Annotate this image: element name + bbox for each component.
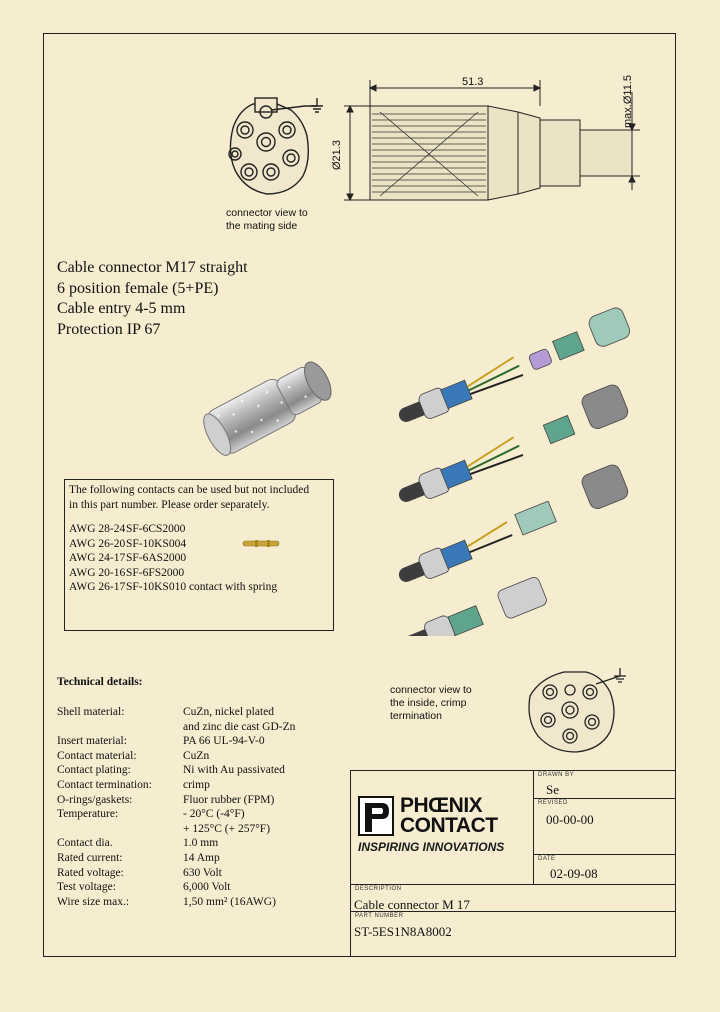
tech-row <box>57 822 271 838</box>
tech-key: Test voltage: <box>57 881 116 894</box>
date-value: 02-09-08 <box>550 866 598 881</box>
connector-photo <box>188 336 360 466</box>
mating-face-view <box>205 90 335 202</box>
contact-part-number: SF-10KS004 <box>126 537 187 550</box>
awg-size: AWG 26-20 <box>69 537 126 550</box>
tagline: INSPIRING INNOVATIONS <box>358 840 505 854</box>
tech-value: PA 66 UL-94-V-0 <box>183 735 265 748</box>
contact-row <box>69 566 329 581</box>
awg-size: AWG 28-24 <box>69 523 126 535</box>
assembly-illustration <box>368 236 668 636</box>
tech-row <box>57 851 220 867</box>
title-line: 6 position female (5+PE) <box>57 279 219 297</box>
tech-key: Contact termination: <box>57 778 152 791</box>
tech-value: 1.0 mm <box>183 837 219 850</box>
tech-value: and zinc die cast GD-Zn <box>183 720 296 733</box>
contact-row <box>69 522 329 537</box>
tech-key: O-rings/gaskets: <box>57 793 133 806</box>
tech-row <box>57 881 231 896</box>
tech-value: crimp <box>183 778 210 791</box>
tech-row <box>57 749 210 765</box>
tech-key: Rated current: <box>57 851 123 864</box>
awg-size: AWG 20-16 <box>69 566 126 579</box>
tech-value: CuZn <box>183 749 210 762</box>
caption-line: connector view to <box>226 207 308 219</box>
tech-value: - 20°C (-4°F) <box>183 808 245 821</box>
tech-value: CuZn, nickel plated <box>183 706 275 718</box>
tech-row <box>57 778 210 794</box>
part-number-label: PART NUMBER <box>355 913 404 919</box>
awg-size: AWG 24-17 <box>69 552 126 564</box>
tech-key: Contact material: <box>57 749 137 762</box>
contact-part-number: SF-6AS2000 <box>126 552 187 564</box>
tech-row <box>57 720 296 736</box>
contact-part-number: SF-6CS2000 <box>126 523 186 535</box>
tech-key: Contact plating: <box>57 764 131 777</box>
title-line: Protection IP 67 <box>57 320 161 338</box>
date-label: DATE <box>538 856 556 862</box>
tech-row <box>57 735 265 750</box>
technical-heading: Technical details: <box>57 676 143 688</box>
description-label: DESCRIPTION <box>355 886 402 892</box>
tech-value: 630 Volt <box>183 866 222 879</box>
caption-line: connector view to <box>390 684 472 696</box>
technical-details <box>57 676 296 910</box>
title-block <box>350 770 676 957</box>
tech-row <box>57 793 275 809</box>
contacts-box <box>64 479 334 631</box>
tech-key: Contact dia. <box>57 837 113 850</box>
tech-value: 1,50 mm² (16AWG) <box>183 895 276 908</box>
crimp-view-caption <box>390 684 472 723</box>
tech-value: Ni with Au passivated <box>183 764 285 777</box>
logo-text-line1: PHŒNIX <box>400 794 483 817</box>
product-title <box>57 258 248 340</box>
crimp-face-view <box>520 660 632 756</box>
tech-key: Shell material: <box>57 706 125 718</box>
contact-row <box>69 551 329 566</box>
caption-line: the mating side <box>226 220 298 232</box>
contacts-intro-line: The following contacts can be used but not included <box>69 484 310 496</box>
contact-row <box>69 537 329 552</box>
awg-size: AWG 26-17 <box>69 581 126 593</box>
tech-row <box>57 837 219 852</box>
caption-line: termination <box>390 710 442 722</box>
tech-row <box>57 808 245 823</box>
tech-row <box>57 764 285 779</box>
revised-label: REVISED <box>538 800 568 806</box>
contact-row <box>69 580 329 595</box>
crimp-contact-icon <box>241 536 285 550</box>
mating-view-caption <box>226 207 308 233</box>
tech-value: + 125°C (+ 257°F) <box>183 822 271 835</box>
tech-row <box>57 895 276 911</box>
caption-line: the inside, crimp <box>390 697 467 709</box>
tech-value: Fluor rubber (FPM) <box>183 793 275 806</box>
description-value: Cable connector M 17 <box>354 897 470 912</box>
tech-row <box>57 706 275 721</box>
contact-part-number: SF-6FS2000 <box>126 566 185 579</box>
tech-key: Wire size max.: <box>57 895 130 908</box>
diameter-dimension: Ø21.3 <box>331 140 343 170</box>
tech-row <box>57 866 222 882</box>
revised-value: 00-00-00 <box>546 812 594 827</box>
logo-text-line2: CONTACT <box>400 814 498 837</box>
phoenix-logo-mark-icon <box>358 796 394 836</box>
tech-key: Temperature: <box>57 808 119 821</box>
contact-part-number: SF-10KS010 contact with spring <box>126 581 278 593</box>
title-line: Cable connector M17 straight <box>57 259 248 276</box>
title-line: Cable entry 4-5 mm <box>57 300 186 317</box>
side-dimension-drawing <box>330 72 660 217</box>
tech-key: Rated voltage: <box>57 866 124 879</box>
tech-value: 6,000 Volt <box>183 881 231 894</box>
length-dimension: 51.3 <box>462 76 484 88</box>
tech-key: Insert material: <box>57 735 127 748</box>
max-diameter-dimension: max.Ø11.5 <box>622 75 634 128</box>
tech-value: 14 Amp <box>183 851 220 864</box>
drawn-by-label: DRAWN BY <box>538 772 575 778</box>
drawn-by-value: Se <box>546 782 559 797</box>
contacts-intro-line: in this part number. Please order separately. <box>69 498 270 511</box>
part-number-value: ST-5ES1N8A8002 <box>354 924 452 939</box>
